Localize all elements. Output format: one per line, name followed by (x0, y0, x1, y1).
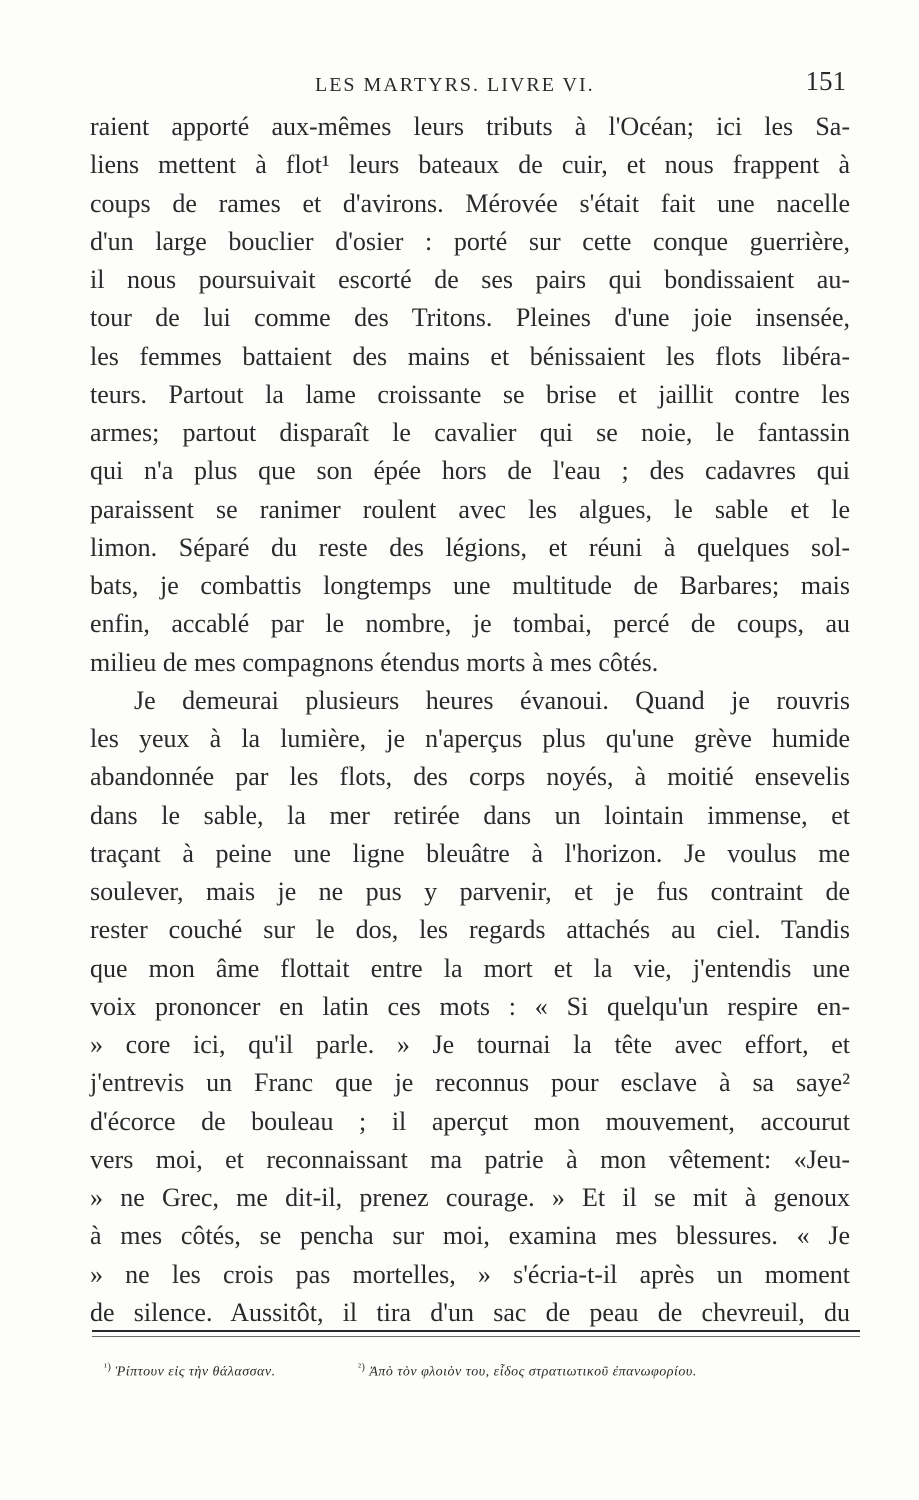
text-line: liens mettent à flot¹ leurs bateaux de cuir, et nous frappent à (90, 150, 850, 180)
body-text (90, 108, 850, 1332)
text-line: enfin, accablé par le nombre, je tombai, percé de coups, au (90, 609, 850, 639)
text-line: abandonnée par les flots, des corps noyés, à moitié ensevelis (90, 762, 850, 792)
text-line: bats, je combattis longtemps une multitude de Barbares; mais (90, 571, 850, 600)
text-line: à mes côtés, se pencha sur moi, examina mes blessures. « Je (90, 1221, 850, 1251)
text-line: limon. Séparé du reste des légions, et réuni à quelques sol- (90, 532, 850, 562)
text-line: j'entrevis un Franc que je reconnus pour esclave à sa saye² (90, 1068, 850, 1098)
text-line: raient apporté aux-mêmes leurs tributs à l'Océan; ici les Sa- (90, 112, 850, 141)
text-line: de silence. Aussitôt, il tira d'un sac de peau de chevreuil, du (90, 1297, 850, 1327)
text-line: soulever, mais je ne pus y parvenir, et je fus contraint de (90, 877, 850, 906)
text-line: d'un large bouclier d'osier : porté sur cette conque guerrière, (90, 226, 850, 256)
text-line: vers moi, et reconnaissant ma patrie à mon vêtement: «Jeu- (90, 1144, 850, 1174)
text-line: les yeux à la lumière, je n'aperçus plus qu'une grève humide (90, 724, 850, 753)
text-line: que mon âme flottait entre la mort et la vie, j'entendis une (90, 953, 850, 983)
footnote-2-text: Ἀπὸ τὸν φλοιὸν του, εἶδος στρατιωτικοῦ ἐπανωφορίου. (369, 1364, 697, 1380)
text-line: coups de rames et d'avirons. Mérovée s'était fait une nacelle (90, 188, 850, 218)
running-title: LES MARTYRS. LIVRE VI. (315, 74, 595, 96)
footnote-divider-thin (92, 1336, 860, 1337)
text-line: paraissent se ranimer roulent avec les algues, le sable et le (90, 494, 850, 524)
text-line: qui n'a plus que son épée hors de l'eau ; des cadavres qui (90, 456, 850, 486)
text-line: » ne Grec, me dit-il, prenez courage. » Et il se mit à genoux (90, 1183, 850, 1212)
footnote-2-mark: ²) (358, 1362, 366, 1373)
footnote-1 (104, 1362, 276, 1381)
running-head (92, 66, 852, 106)
footnote-1-mark: ¹) (104, 1362, 112, 1373)
text-line: armes; partout disparaît le cavalier qui se noie, le fantassin (90, 418, 850, 447)
footnote-2 (358, 1362, 697, 1381)
text-line: rester couché sur le dos, les regards attachés au ciel. Tandis (90, 915, 850, 945)
footnotes (104, 1362, 884, 1381)
text-line: milieu de mes compagnons étendus morts à mes côtés. (90, 647, 659, 677)
text-line: teurs. Partout la lame croissante se brise et jaillit contre les (90, 379, 850, 409)
footnote-1-text: Ῥίπτουν εἰς τὴν θάλασσαν. (115, 1364, 276, 1380)
page-number: 151 (805, 66, 846, 96)
text-line: » core ici, qu'il parle. » Je tournai la tête avec effort, et (90, 1030, 850, 1059)
text-line: il nous poursuivait escorté de ses pairs qui bondissaient au- (90, 265, 850, 294)
text-line: tour de lui comme des Tritons. Pleines d'une joie insensée, (90, 303, 850, 333)
text-line: Je demeurai plusieurs heures évanoui. Quand je rouvris (134, 685, 850, 715)
text-line: » ne les crois pas mortelles, » s'écria-t-il après un moment (90, 1259, 850, 1289)
footnote-divider (92, 1330, 860, 1332)
text-line: d'écorce de bouleau ; il aperçut mon mouvement, accourut (90, 1106, 850, 1136)
text-line: dans le sable, la mer retirée dans un lointain immense, et (90, 800, 850, 830)
text-line: les femmes battaient des mains et bénissaient les flots libéra- (90, 341, 850, 371)
text-line: traçant à peine une ligne bleuâtre à l'horizon. Je voulus me (90, 838, 850, 868)
text-line: voix prononcer en latin ces mots : « Si quelqu'un respire en- (90, 991, 850, 1021)
